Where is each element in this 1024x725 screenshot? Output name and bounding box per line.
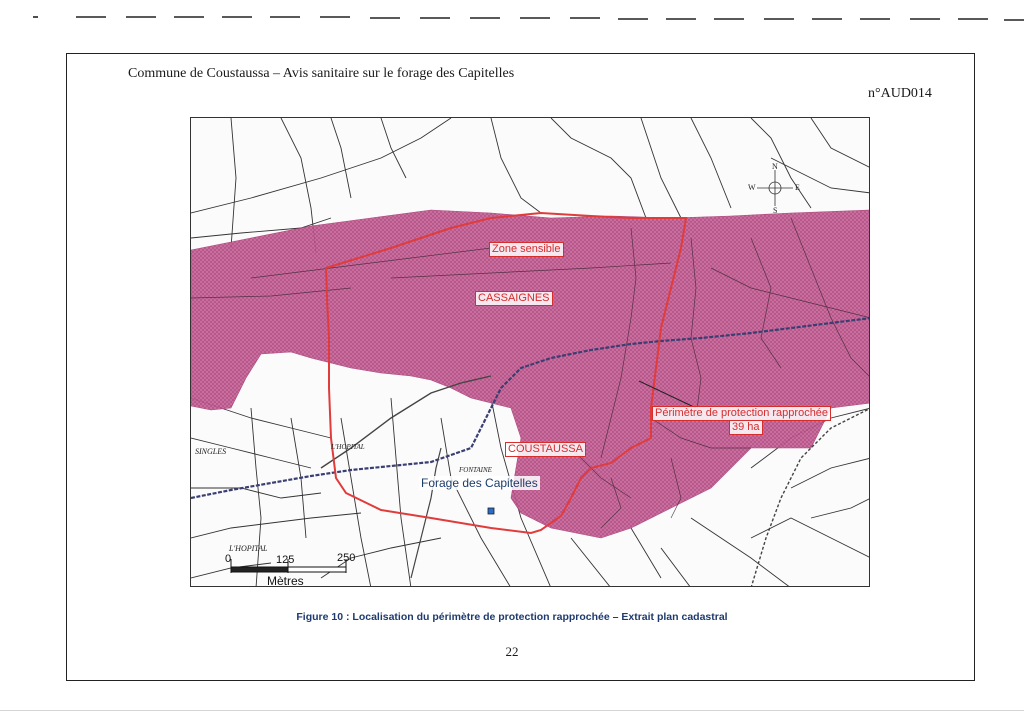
scale-tick-125: 125 [276, 554, 295, 566]
label-lieu-fontaine: FONTAINE [459, 466, 492, 474]
cadastral-map-drawing [191, 118, 870, 587]
compass-west: W [748, 183, 756, 192]
scale-tick-250: 250 [337, 552, 356, 564]
label-area-ha: 39 ha [729, 420, 763, 435]
scan-edge-marks [0, 14, 1024, 22]
figure-caption: Figure 10 : Localisation du périmètre de protection rapprochée – Extrait plan cadastral [296, 611, 728, 623]
document-header-title: Commune de Coustaussa – Avis sanitaire sur le forage des Capitelles [128, 66, 515, 81]
scale-tick-0: 0 [225, 553, 232, 565]
label-zone-sensible: Zone sensible [489, 242, 564, 257]
compass-north: N [772, 162, 778, 171]
compass-south: S [773, 206, 778, 215]
label-perimetre-protection: Périmètre de protection rapprochée [652, 406, 831, 421]
label-coustaussa: COUSTAUSSA [505, 442, 586, 457]
label-forage-capitelles: Forage des Capitelles [421, 476, 538, 490]
label-cassaignes: CASSAIGNES [475, 291, 553, 306]
document-reference: n°AUD014 [868, 86, 932, 101]
scale-unit: Mètres [267, 574, 304, 587]
cadastral-map [190, 117, 870, 587]
forage-marker [488, 508, 494, 514]
scan-bottom-edge [0, 710, 1024, 711]
compass-east: E [795, 183, 800, 192]
label-lieu-hospital-south: L'HOPITAL [229, 544, 268, 553]
secondary-road-2 [411, 448, 441, 578]
page-number: 22 [505, 644, 519, 659]
label-lieu-singles: SINGLES [195, 447, 227, 456]
label-lieu-hospital-north: L'HOPITAL [331, 443, 365, 451]
compass-rose [757, 170, 793, 206]
